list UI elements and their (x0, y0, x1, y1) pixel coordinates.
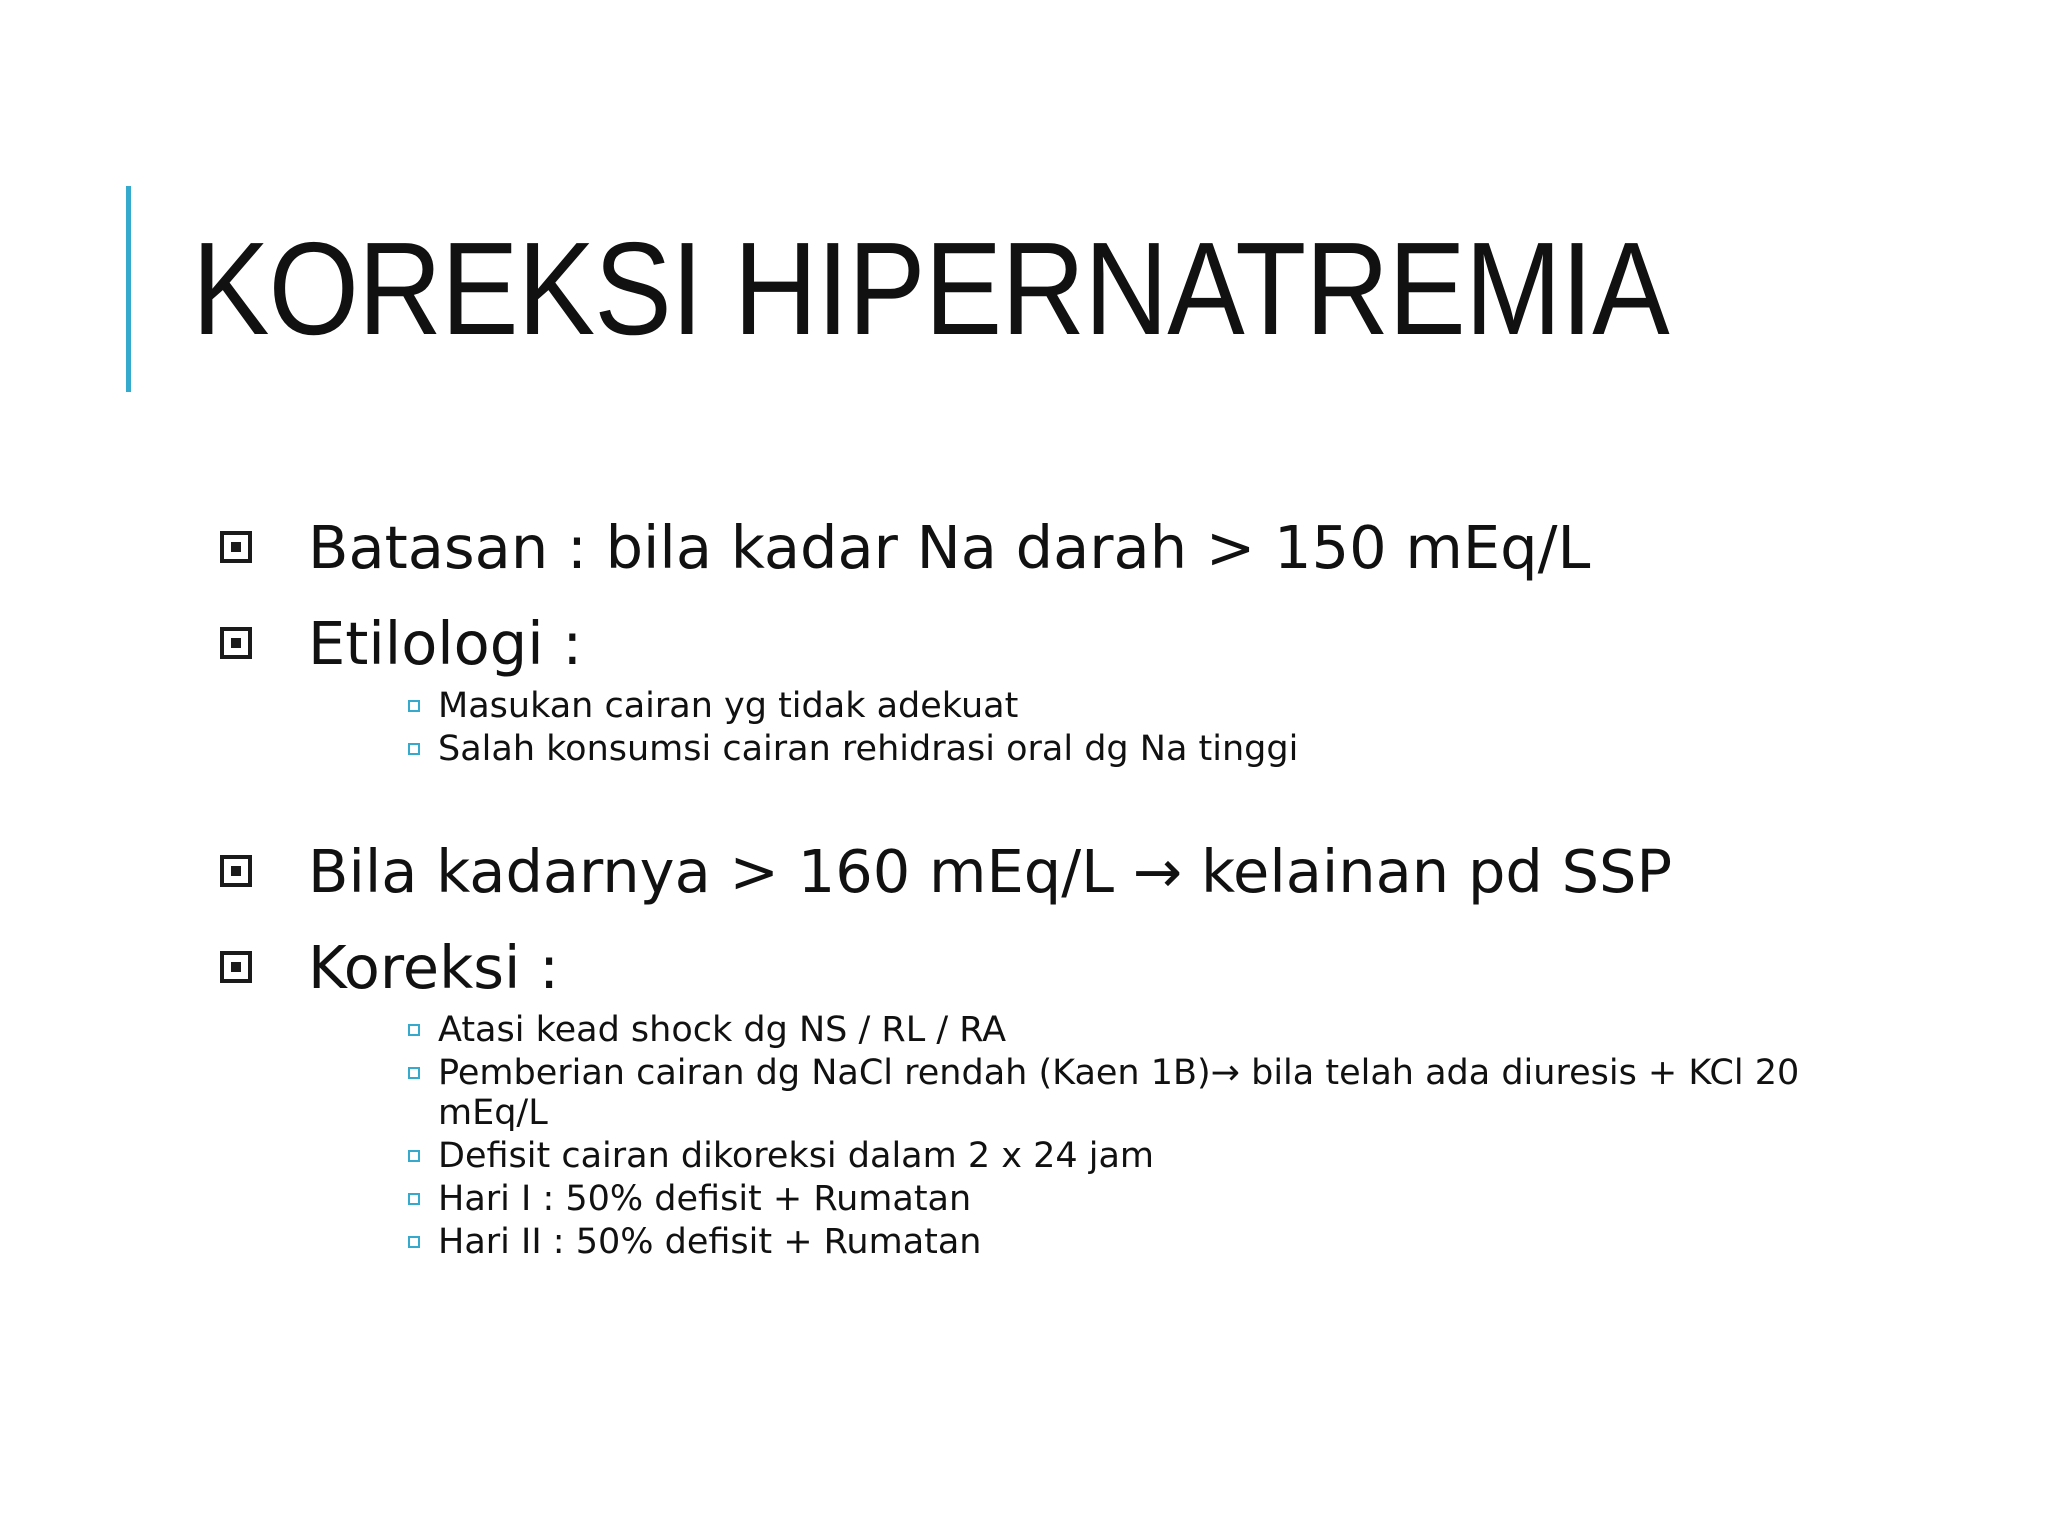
square-bullet-icon (408, 1193, 420, 1205)
sub-bullet-text: Salah konsumsi cairan rehidrasi oral dg Na tinggi (438, 729, 1299, 769)
bullet-text: Etilologi : (308, 609, 583, 678)
sub-bullet-item (406, 686, 1836, 726)
square-bullet-icon (408, 1024, 420, 1036)
square-bullet-icon (408, 700, 420, 712)
sub-bullet-item (406, 729, 1836, 769)
box-bullet-icon (220, 531, 252, 563)
title-accent-bar (126, 186, 131, 392)
sub-bullet-item (406, 1136, 1836, 1176)
spacer (216, 772, 1836, 832)
sub-bullet-item (406, 1010, 1836, 1050)
sub-bullet-item (406, 1053, 1836, 1133)
bullet-item (216, 928, 1836, 1008)
square-bullet-icon (408, 743, 420, 755)
bullet-text: Batasan : bila kadar Na darah > 150 mEq/L (308, 513, 1591, 582)
sub-bullet-text: Pemberian cairan dg NaCl rendah (Kaen 1B)→ bila telah ada diuresis + KCl 20 mEq/L (438, 1053, 1800, 1133)
square-bullet-icon (408, 1236, 420, 1248)
box-bullet-icon (220, 855, 252, 887)
slide-title: KOREKSI HIPERNATREMIA (192, 215, 1669, 362)
sub-bullet-text: Hari I : 50% defisit + Rumatan (438, 1179, 972, 1219)
sub-bullet-text: Masukan cairan yg tidak adekuat (438, 686, 1019, 726)
bullet-text: Koreksi : (308, 933, 560, 1002)
sub-bullet-text: Defisit cairan dikoreksi dalam 2 x 24 jam (438, 1136, 1154, 1176)
sub-bullet-list (216, 686, 1836, 769)
bullet-text: Bila kadarnya > 160 mEq/L → kelainan pd SSP (308, 837, 1673, 906)
bullet-item (216, 832, 1836, 912)
bullet-item (216, 604, 1836, 684)
square-bullet-icon (408, 1067, 420, 1079)
sub-bullet-text: Atasi kead shock dg NS / RL / RA (438, 1010, 1007, 1050)
slide-body (216, 508, 1836, 1265)
square-bullet-icon (408, 1150, 420, 1162)
sub-bullet-text: Hari II : 50% defisit + Rumatan (438, 1222, 982, 1262)
sub-bullet-item (406, 1179, 1836, 1219)
sub-bullet-list (216, 1010, 1836, 1262)
sub-bullet-item (406, 1222, 1836, 1262)
box-bullet-icon (220, 951, 252, 983)
bullet-item (216, 508, 1836, 588)
box-bullet-icon (220, 627, 252, 659)
